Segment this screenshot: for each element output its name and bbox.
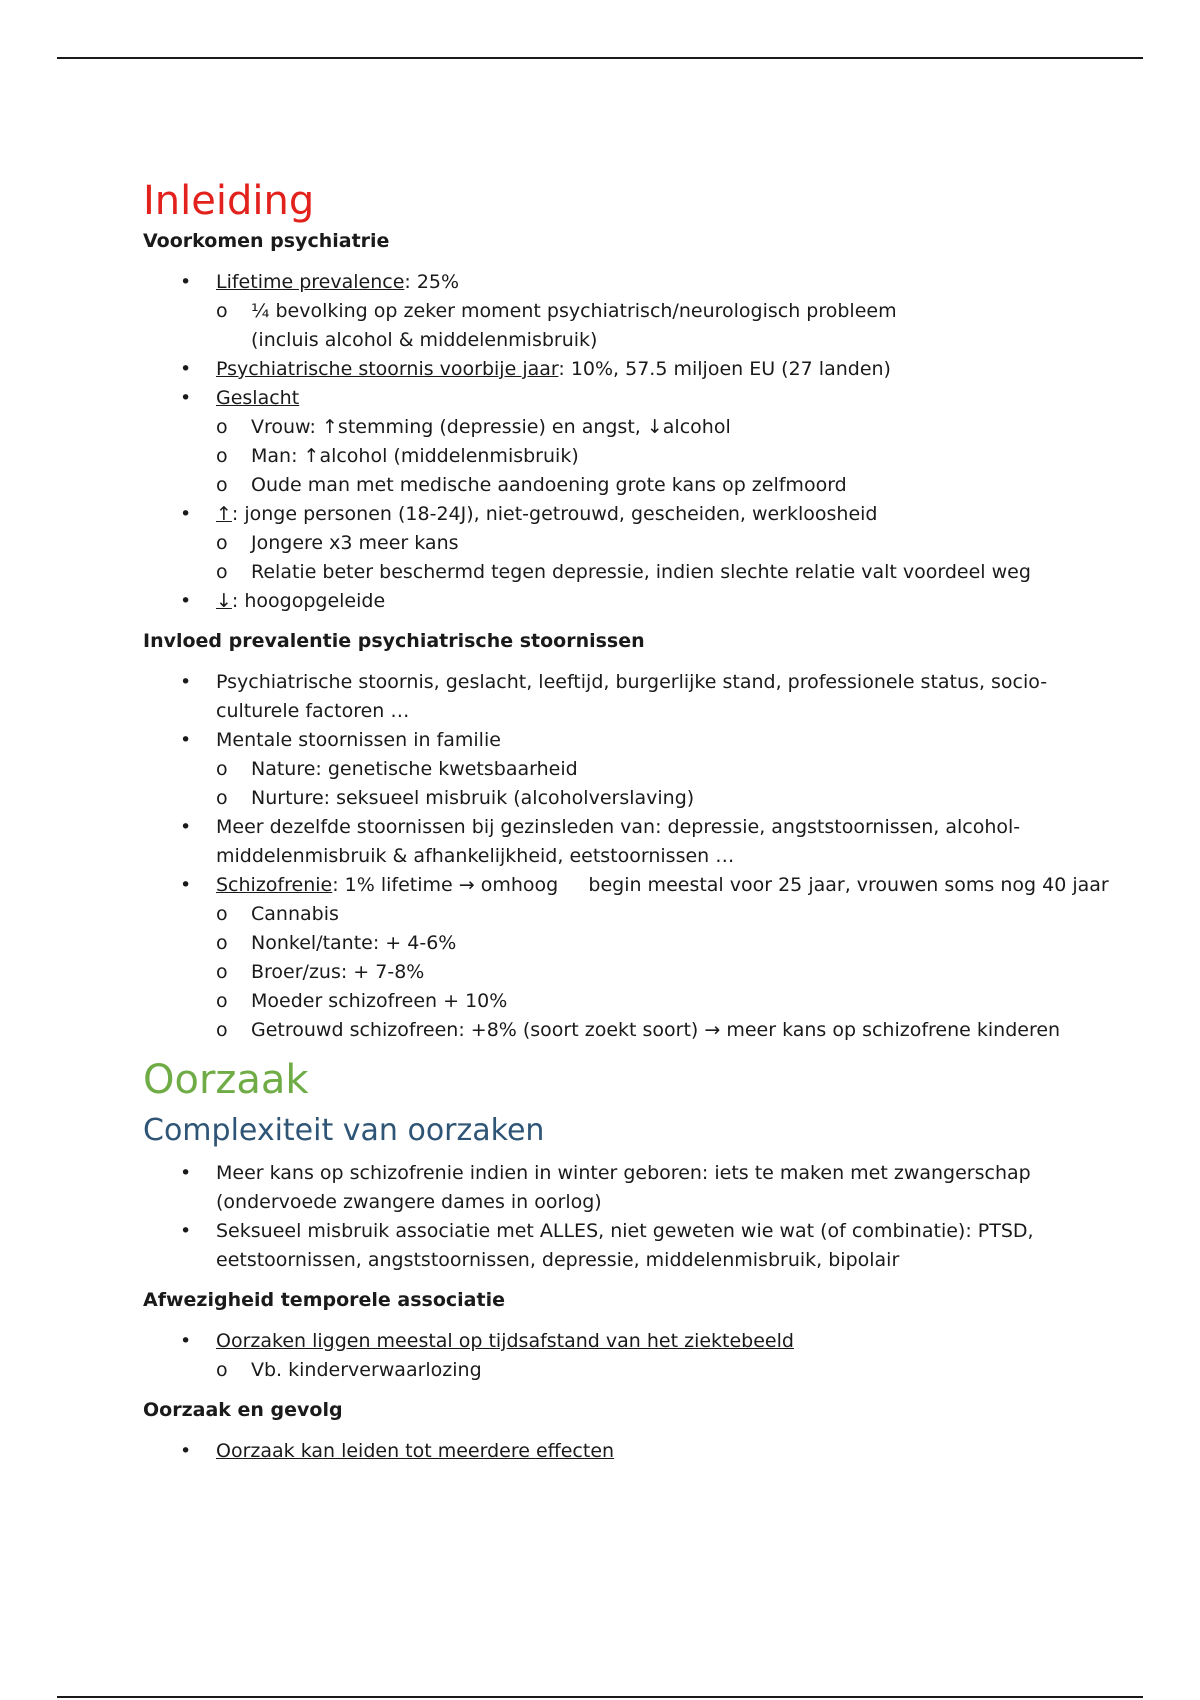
bullet-marker: • <box>180 590 192 612</box>
down-arrow-icon: ↓ <box>216 590 232 612</box>
heading-complexiteit: Complexiteit van oorzaken <box>143 1113 545 1148</box>
sub-marker: o <box>216 532 228 554</box>
list-subitem <box>143 413 1083 442</box>
list-item <box>143 384 1083 413</box>
list-item <box>143 1327 1083 1356</box>
item-text: Nurture: seksueel misbruik (alcoholverslaving) <box>251 787 695 809</box>
item-text: Psychiatrische stoornis, geslacht, leeftijd, burgerlijke stand, professionele status, socio- <box>216 671 1048 693</box>
list-subitem <box>143 900 1083 929</box>
sub-marker: o <box>216 758 228 780</box>
up-arrow-icon: ↑ <box>216 503 232 525</box>
list-gevolg <box>143 1437 1083 1466</box>
list-item <box>143 813 1083 871</box>
list-subitem <box>143 784 1083 813</box>
sub-marker: o <box>216 787 228 809</box>
sub-marker: o <box>216 932 228 954</box>
bullet-marker: • <box>180 1330 192 1352</box>
subheading-invloed: Invloed prevalentie psychiatrische stoornissen <box>143 630 645 652</box>
list-item <box>143 355 1083 384</box>
subheading-voorkomen: Voorkomen psychiatrie <box>143 230 390 252</box>
bullet-marker: • <box>180 271 192 293</box>
item-text: : jonge personen (18-24J), niet-getrouwd, gescheiden, werkloosheid <box>231 503 878 525</box>
sub-marker: o <box>216 300 228 322</box>
item-text: Broer/zus: + 7-8% <box>251 961 425 983</box>
item-text: (ondervoede zwangere dames in oorlog) <box>216 1191 602 1213</box>
sub-marker: o <box>216 416 228 438</box>
list-item <box>143 1217 1083 1275</box>
item-text: Nonkel/tante: + 4-6% <box>251 932 457 954</box>
bullet-marker: • <box>180 816 192 838</box>
list-item <box>143 268 1083 297</box>
item-text: : 10%, 57.5 miljoen EU (27 landen) <box>558 358 891 380</box>
sub-marker: o <box>216 1019 228 1041</box>
bullet-marker: • <box>180 358 192 380</box>
item-text: Seksueel misbruik associatie met ALLES, niet geweten wie wat (of combinatie): PTSD, <box>216 1220 1034 1242</box>
list-item <box>143 871 1109 900</box>
bullet-marker: • <box>180 874 192 896</box>
list-subitem <box>143 442 1083 471</box>
list-subitem <box>143 471 1083 500</box>
item-text: eetstoornissen, angststoornissen, depressie, middelenmisbruik, bipolair <box>216 1249 900 1271</box>
list-item <box>143 668 1083 726</box>
list-item <box>143 587 1083 616</box>
item-text: Meer dezelfde stoornissen bij gezinsleden van: depressie, angststoornissen, alcohol- <box>216 816 1021 838</box>
list-subitem <box>143 558 1083 587</box>
bullet-marker: • <box>180 671 192 693</box>
heading-oorzaak: Oorzaak <box>143 1057 309 1103</box>
item-label: Psychiatrische stoornis voorbije jaar <box>216 358 559 380</box>
sub-marker: o <box>216 961 228 983</box>
item-label: Geslacht <box>216 387 300 409</box>
list-subitem <box>143 297 1083 355</box>
bullet-marker: • <box>180 1440 192 1462</box>
list-item <box>143 1437 1083 1466</box>
item-text: Man: ↑alcohol (middelenmisbruik) <box>251 445 579 467</box>
sub-marker: o <box>216 990 228 1012</box>
sub-marker: o <box>216 1359 228 1381</box>
sub-marker: o <box>216 445 228 467</box>
list-item <box>143 500 1083 529</box>
bullet-marker: • <box>180 1162 192 1184</box>
list-subitem <box>143 1356 1083 1385</box>
list-afwezigheid <box>143 1327 1083 1385</box>
list-complexiteit <box>143 1159 1083 1275</box>
item-text: Relatie beter beschermd tegen depressie, indien slechte relatie valt voordeel weg <box>251 561 1031 583</box>
item-text: Oude man met medische aandoening grote kans op zelfmoord <box>251 474 847 496</box>
item-label: Schizofrenie <box>216 874 333 896</box>
bullet-marker: • <box>180 503 192 525</box>
item-text: Oorzaak kan leiden tot meerdere effecten <box>216 1440 615 1462</box>
item-text: (incluis alcohol & middelenmisbruik) <box>251 329 598 351</box>
item-text: Vrouw: ↑stemming (depressie) en angst, ↓alcohol <box>251 416 731 438</box>
subheading-afwezigheid: Afwezigheid temporele associatie <box>143 1289 505 1311</box>
item-text: Getrouwd schizofreen: +8% (soort zoekt soort) → meer kans op schizofrene kinderen <box>251 1019 1061 1041</box>
item-text: : 1% lifetime → omhoog begin meestal voor 25 jaar, vrouwen soms nog 40 jaar <box>332 874 1109 896</box>
bullet-marker: • <box>180 729 192 751</box>
item-text: culturele factoren … <box>216 700 410 722</box>
item-text: middelenmisbruik & afhankelijkheid, eetstoornissen … <box>216 845 735 867</box>
item-text: Oorzaken liggen meestal op tijdsafstand van het ziektebeeld <box>216 1330 794 1352</box>
list-voorkomen <box>143 268 1083 616</box>
list-item <box>143 1159 1083 1217</box>
list-subitem <box>143 958 1083 987</box>
bullet-marker: • <box>180 1220 192 1242</box>
list-subitem <box>143 987 1083 1016</box>
item-text: Nature: genetische kwetsbaarheid <box>251 758 578 780</box>
item-text: Meer kans op schizofrenie indien in winter geboren: iets te maken met zwangerschap <box>216 1162 1031 1184</box>
item-text: Cannabis <box>251 903 339 925</box>
subheading-gevolg: Oorzaak en gevolg <box>143 1399 343 1421</box>
bullet-marker: • <box>180 387 192 409</box>
list-item <box>143 726 1083 755</box>
list-subitem <box>143 1016 1083 1045</box>
sub-marker: o <box>216 474 228 496</box>
list-subitem <box>143 755 1083 784</box>
item-text: ¼ bevolking op zeker moment psychiatrisch/neurologisch probleem <box>251 300 897 322</box>
heading-inleiding: Inleiding <box>143 178 315 224</box>
list-subitem <box>143 529 1083 558</box>
item-text: Jongere x3 meer kans <box>251 532 459 554</box>
item-label: Lifetime prevalence <box>216 271 405 293</box>
list-invloed <box>143 668 1109 1045</box>
footer-rule <box>57 1696 1143 1698</box>
item-text: Mentale stoornissen in familie <box>216 729 501 751</box>
header-rule <box>57 57 1143 59</box>
document-body <box>143 174 1109 1466</box>
item-text: Vb. kinderverwaarlozing <box>251 1359 482 1381</box>
item-text: Moeder schizofreen + 10% <box>251 990 508 1012</box>
item-text: : 25% <box>404 271 460 293</box>
list-subitem <box>143 929 1083 958</box>
item-text: : hoogopgeleide <box>231 590 386 612</box>
sub-marker: o <box>216 561 228 583</box>
sub-marker: o <box>216 903 228 925</box>
